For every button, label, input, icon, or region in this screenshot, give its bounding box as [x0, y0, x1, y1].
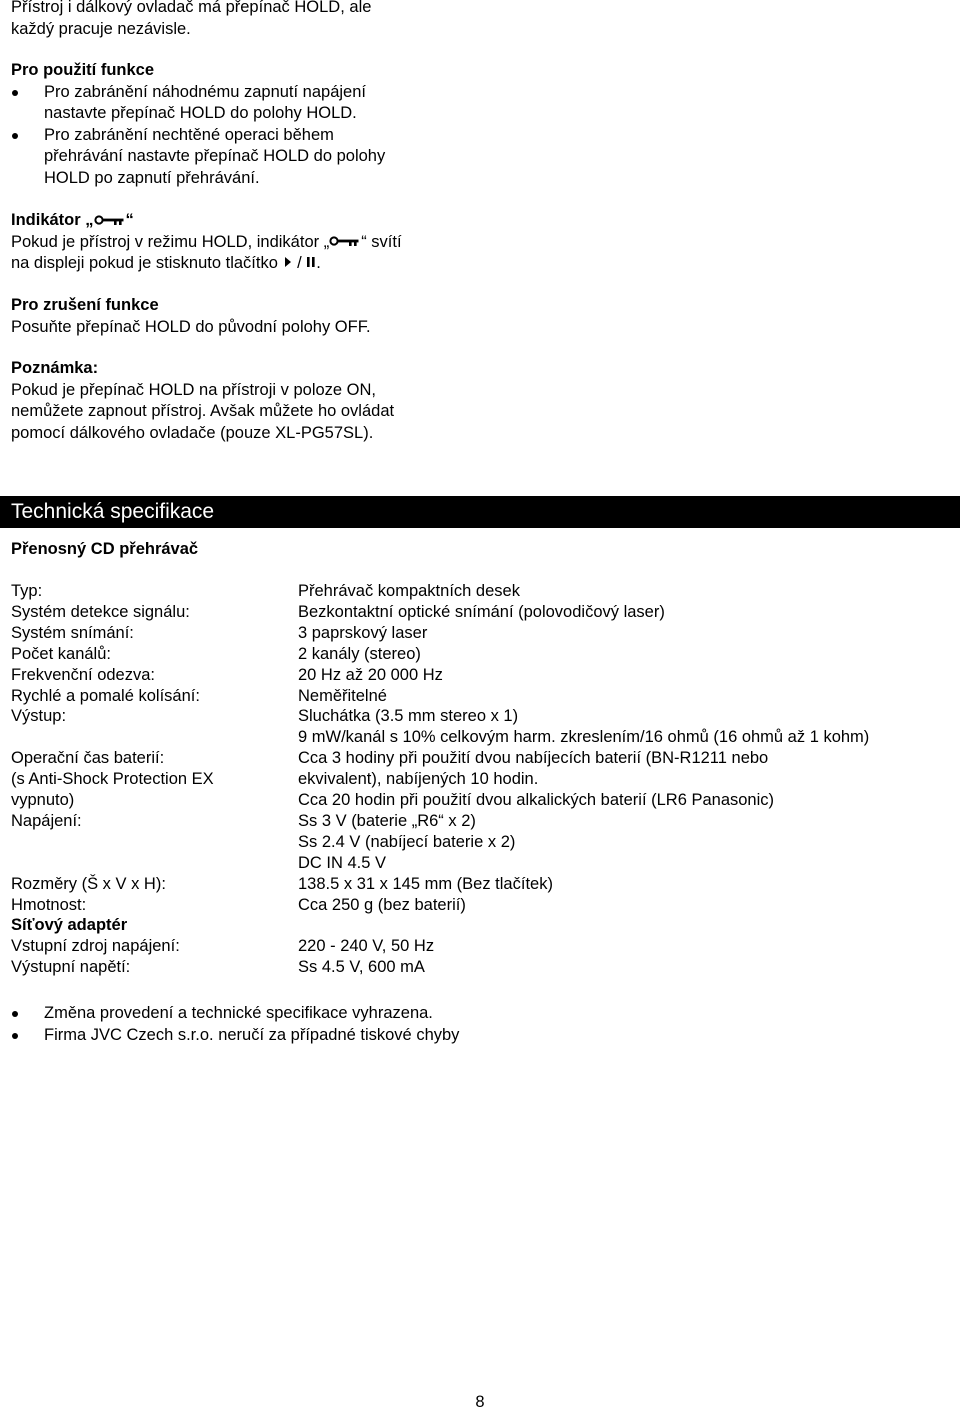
- spec-value: Neměřitelné: [298, 686, 387, 705]
- spec-value: Cca 20 hodin při použití dvou alkalických baterií (LR6 Panasonic): [298, 791, 775, 809]
- spec-value: Ss 2.4 V (nabíjecí baterie x 2): [298, 832, 516, 851]
- use-bullet-1: [11, 82, 453, 125]
- spec-label: Hmotnost:: [11, 895, 87, 914]
- spec-label: (s Anti-Shock Protection EX: [11, 770, 214, 789]
- spec-label: Systém detekce signálu:: [11, 602, 190, 621]
- footer-note: Změna provedení a technické specifikace vyhrazena.: [11, 1003, 459, 1025]
- note-line: pomocí dálkového ovladače (pouze XL-PG57SL).: [11, 423, 374, 442]
- note-line: Pokud je přepínač HOLD na přístroji v poloze ON,: [11, 380, 377, 399]
- indicator-heading-text: Indikátor „: [11, 211, 94, 229]
- spec-value: 20 Hz až 20 000 Hz: [298, 665, 443, 684]
- specs-subtitle: Přenosný CD přehrávač: [11, 540, 199, 558]
- pause-icon: [306, 256, 316, 268]
- spec-row: [11, 748, 951, 769]
- spec-row: [11, 832, 951, 853]
- spec-row: [11, 644, 951, 665]
- spec-value: ekvivalent), nabíjených 10 hodin.: [298, 770, 539, 789]
- spec-label: Rychlé a pomalé kolísání:: [11, 686, 200, 705]
- bullet-line: Pro zabránění nechtěné operaci během: [44, 125, 334, 144]
- spec-value: Cca 250 g (bez baterií): [298, 895, 466, 914]
- spec-value: Sluchátka (3.5 mm stereo x 1): [298, 707, 519, 726]
- spec-label: Operační čas baterií:: [11, 749, 165, 768]
- spec-row: [11, 936, 951, 957]
- key-icon: [94, 215, 126, 227]
- indicator-text: na displeji pokud je stisknuto tlačítko: [11, 254, 283, 273]
- spec-value: 9 mW/kanál s 10% celkovým harm. zkreslením/16 ohmů (16 ohmů až 1 kohm): [298, 728, 870, 747]
- spec-value: Cca 3 hodiny při použití dvou nabíjecích baterií (BN-R1211 nebo: [298, 749, 769, 768]
- spec-row: [11, 665, 951, 686]
- note-line: nemůžete zapnout přístroj. Avšak můžete ho ovládat: [11, 402, 395, 421]
- spec-label: Výstup:: [11, 707, 67, 726]
- spec-row: [11, 790, 951, 811]
- spec-label: Systém snímání:: [11, 623, 134, 642]
- indicator-text: .: [316, 254, 321, 273]
- spec-value: Ss 4.5 V, 600 mA: [298, 958, 425, 977]
- indicator-heading: [11, 210, 453, 232]
- spec-row: [11, 623, 951, 644]
- bullet-line: nastavte přepínač HOLD do polohy HOLD.: [44, 104, 357, 123]
- play-icon: [283, 256, 293, 268]
- bullet-line: Pro zabránění náhodnému zapnutí napájení: [44, 82, 366, 101]
- spec-row: [11, 581, 951, 602]
- indicator-section: [11, 210, 453, 275]
- spec-row: [11, 727, 951, 748]
- spec-row: [11, 706, 951, 727]
- cancel-section: [11, 295, 453, 338]
- spec-label: Napájení:: [11, 811, 82, 830]
- indicator-heading-quote: “: [125, 211, 134, 229]
- indicator-text: “ svítí: [361, 232, 402, 251]
- intro-line: každý pracuje nezávisle.: [11, 19, 191, 38]
- spec-value: 2 kanály (stereo): [298, 644, 421, 663]
- bullet-line: HOLD po zapnutí přehrávání.: [44, 168, 260, 187]
- spec-row: [11, 769, 951, 790]
- spec-label: Rozměry (Š x V x H):: [11, 874, 166, 893]
- spec-row: [11, 686, 951, 707]
- intro-line: Přístroj i dálkový ovladač má přepínač HOLD, ale: [11, 0, 372, 16]
- spec-row: [11, 811, 951, 832]
- spec-value: DC IN 4.5 V: [298, 853, 387, 872]
- use-heading: Pro použití funkce: [11, 61, 155, 79]
- indicator-text: Pokud je přístroj v režimu HOLD, indikátor „: [11, 232, 330, 251]
- footer-notes: [11, 1003, 459, 1046]
- spec-row: [11, 957, 951, 978]
- spec-value: 138.5 x 31 x 145 mm (Bez tlačítek): [298, 874, 553, 893]
- spec-label: Počet kanálů:: [11, 644, 111, 663]
- spec-row: [11, 895, 951, 916]
- indicator-text-line: [11, 253, 453, 275]
- spec-value: Ss 3 V (baterie „R6“ x 2): [298, 811, 476, 830]
- bullet-line: přehrávání nastavte přepínač HOLD do polohy: [44, 147, 386, 166]
- specs-title-banner: [0, 496, 960, 528]
- cancel-text: Posuňte přepínač HOLD do původní polohy OFF.: [11, 317, 371, 336]
- note-heading: Poznámka:: [11, 359, 99, 377]
- indicator-text-line: [11, 232, 453, 254]
- indicator-slash: /: [297, 254, 302, 273]
- spec-value: Přehrávač kompaktních desek: [298, 582, 520, 600]
- spec-label: vypnuto): [11, 791, 75, 809]
- key-icon: [329, 236, 361, 248]
- spec-label: Frekvenční odezva:: [11, 665, 155, 684]
- use-bullet-2: [11, 125, 453, 190]
- spec-value: 220 - 240 V, 50 Hz: [298, 937, 435, 956]
- spec-value: 3 paprskový laser: [298, 623, 428, 642]
- spec-label: Typ:: [11, 582, 43, 600]
- spec-label: Výstupní napětí:: [11, 958, 131, 977]
- page-number: 8: [475, 1393, 485, 1411]
- spec-row: [11, 874, 951, 895]
- spec-label: Síťový adaptér: [11, 916, 128, 935]
- spec-value: Bezkontaktní optické snímání (polovodičový laser): [298, 602, 665, 621]
- footer-note: Firma JVC Czech s.r.o. neručí za případné tiskové chyby: [11, 1025, 459, 1047]
- spec-row: [11, 853, 951, 874]
- spec-row: [11, 915, 951, 936]
- note-section: [11, 358, 453, 444]
- cancel-heading: Pro zrušení funkce: [11, 296, 159, 314]
- specs-title: Technická specifikace: [11, 500, 215, 523]
- intro-paragraph: [11, 0, 453, 40]
- spec-row: [11, 602, 951, 623]
- spec-label: Vstupní zdroj napájení:: [11, 937, 180, 956]
- use-section: [11, 60, 453, 190]
